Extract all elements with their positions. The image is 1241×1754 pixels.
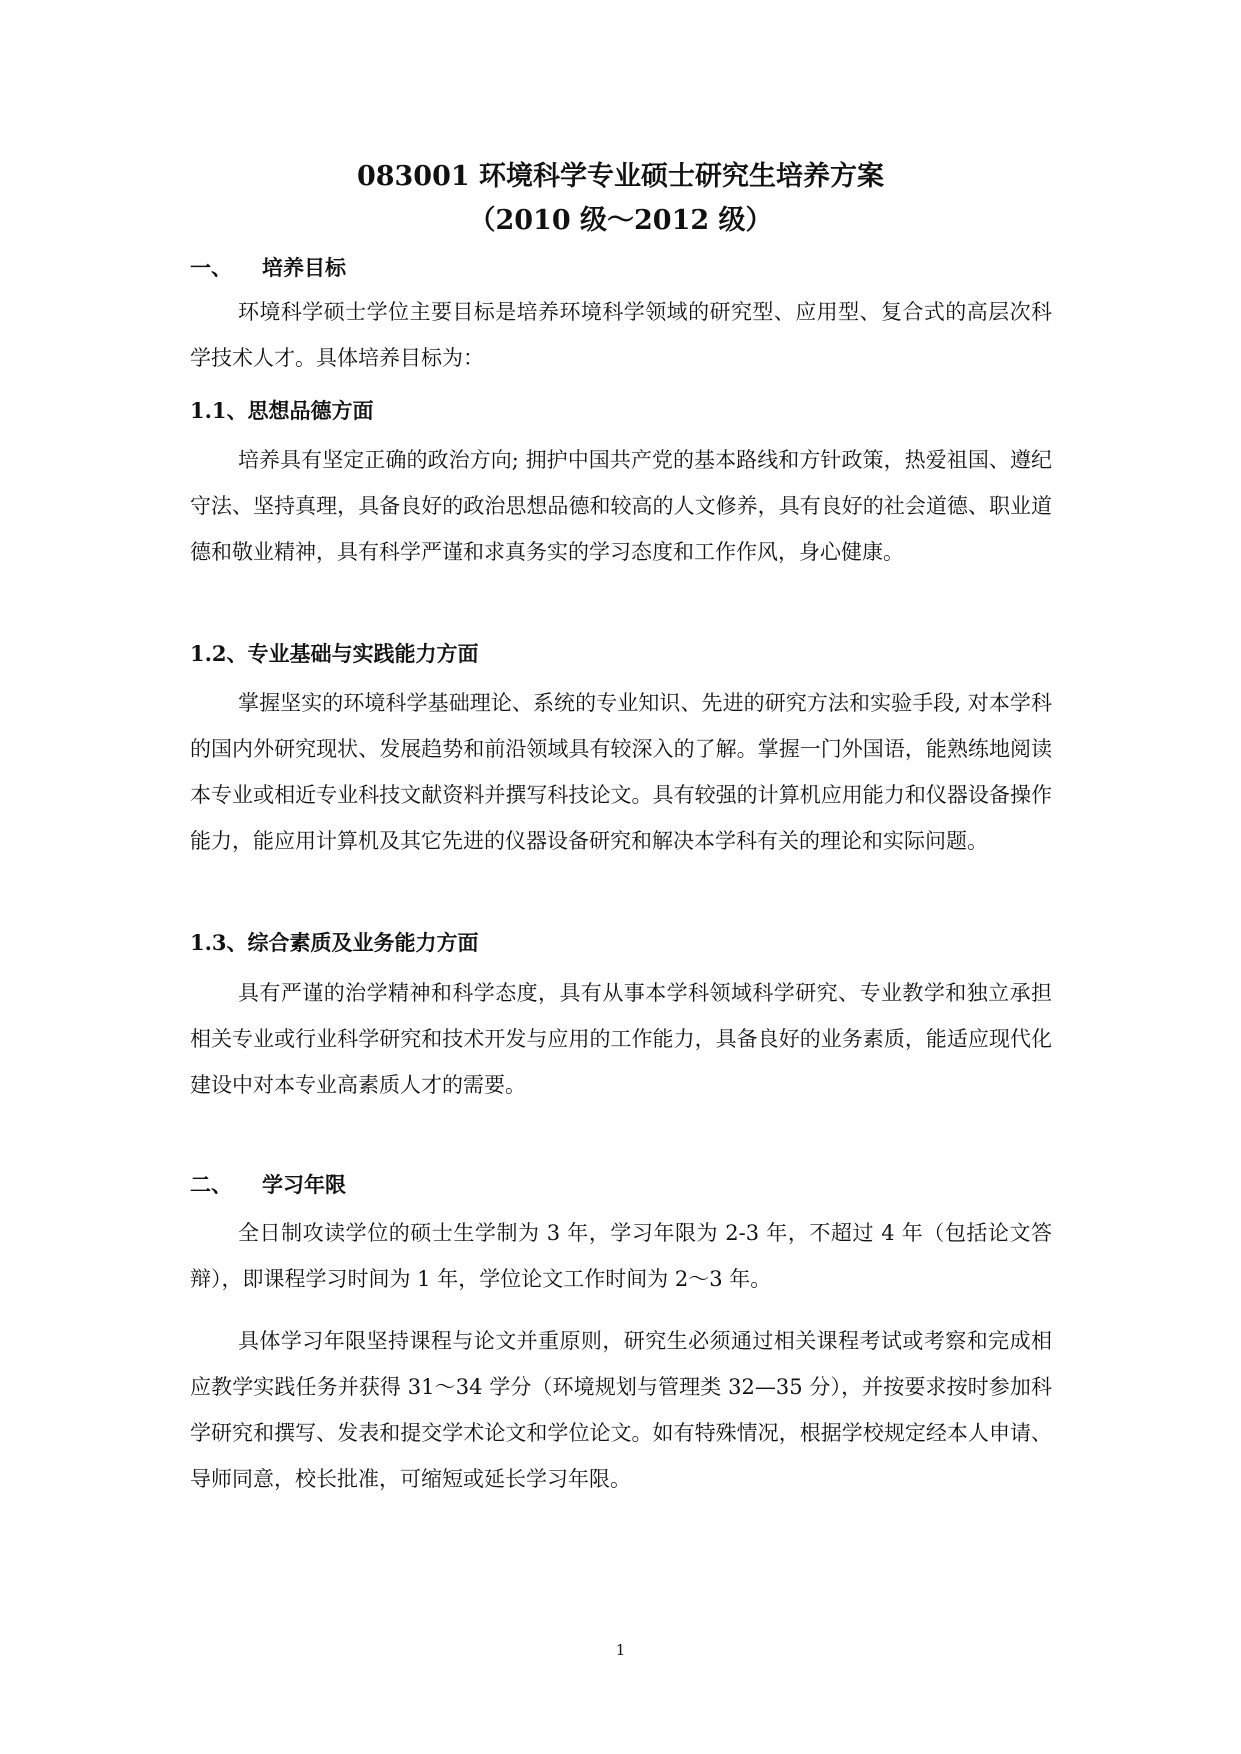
section-heading-1	[190, 254, 346, 282]
document-subtitle: （2010 级～2012 级）	[468, 205, 773, 236]
subsection-paragraph-1-2: 掌握坚实的环境科学基础理论、系统的专业知识、先进的研究方法和实验手段, 对本学科的国内外研究现状、发展趋势和前沿领域具有较深入的了解。掌握一门外国语，能熟练地阅读本专业或相近专业科技文献资料并撰写科技论文。具有较强的计算机应用能力和仪器设备操作能力，能应用计算机及其它先进的仪器设备研究和解决本学科有关的理论和实际问题。	[190, 691, 1052, 853]
section-intro-paragraph: 环境科学硕士学位主要目标是培养环境科学领域的研究型、应用型、复合式的高层次科学技术人才。具体培养目标为：	[190, 300, 1052, 370]
page-number: 1	[615, 1641, 626, 1659]
subsection-heading-1-1: 1.1、思想品德方面	[190, 398, 374, 423]
section-number: 二、	[190, 1172, 232, 1197]
section-number: 一、	[190, 255, 232, 280]
subsection-heading-1-2: 1.2、专业基础与实践能力方面	[190, 641, 479, 666]
section-title: 学习年限	[262, 1172, 346, 1197]
section-heading-2	[190, 1171, 346, 1199]
section-2-paragraph-1: 全日制攻读学位的硕士生学制为 3 年，学习年限为 2-3 年，不超过 4 年（包括论文答辩），即课程学习时间为 1 年，学位论文工作时间为 2～3 年。	[190, 1221, 1052, 1291]
document-title: 083001 环境科学专业硕士研究生培养方案	[356, 161, 885, 192]
subsection-paragraph-1-3: 具有严谨的治学精神和科学态度，具有从事本学科领域科学研究、专业教学和独立承担相关专业或行业科学研究和技术开发与应用的工作能力，具备良好的业务素质，能适应现代化建设中对本专业高素质人才的需要。	[190, 981, 1052, 1097]
section-title: 培养目标	[262, 255, 346, 280]
subsection-heading-1-3: 1.3、综合素质及业务能力方面	[190, 930, 479, 955]
section-2-paragraph-2: 具体学习年限坚持课程与论文并重原则，研究生必须通过相关课程考试或考察和完成相应教学实践任务并获得 31～34 学分（环境规划与管理类 32—35 分），并按要求按时参加科学研究和撰写、发表和提交学术论文和学位论文。如有特殊情况，根据学校规定经本人申请、导师同意，校长批准，可缩短或延长学习年限。	[190, 1329, 1052, 1491]
subsection-paragraph-1-1: 培养具有坚定正确的政治方向; 拥护中国共产党的基本路线和方针政策，热爱祖国、遵纪守法、坚持真理，具备良好的政治思想品德和较高的人文修养，具有良好的社会道德、职业道德和敬业精神，具有科学严谨和求真务实的学习态度和工作作风，身心健康。	[190, 448, 1052, 564]
